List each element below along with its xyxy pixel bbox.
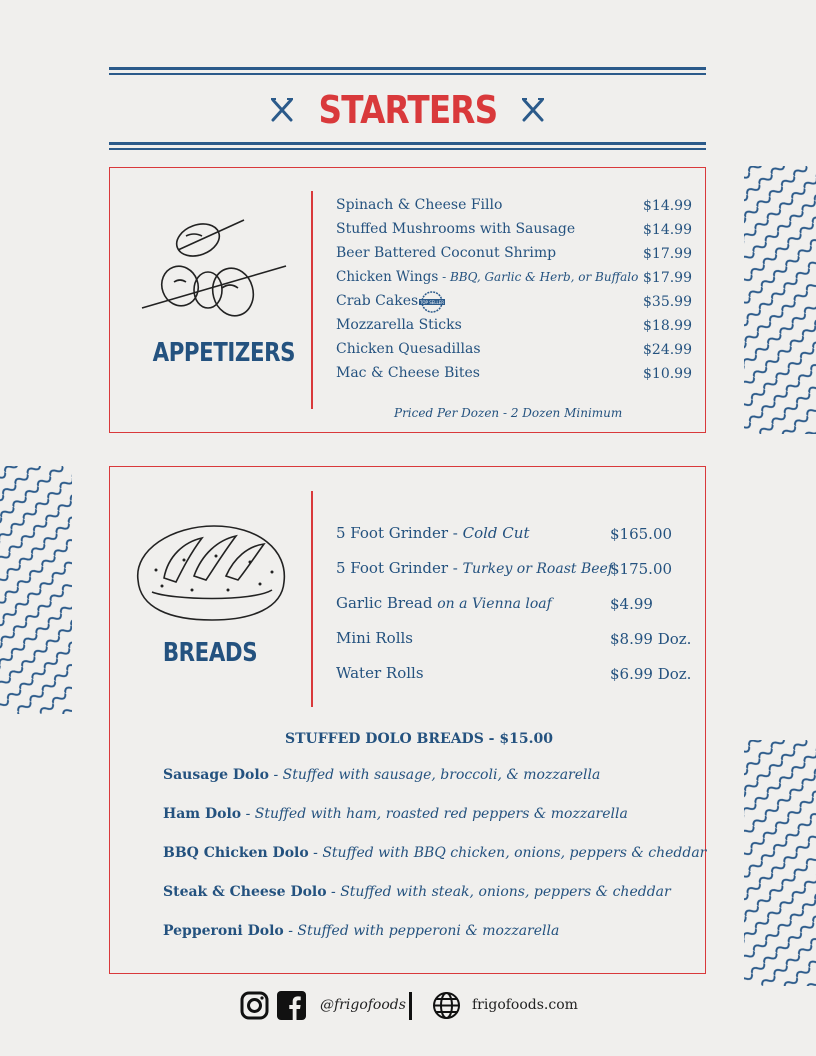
list-item: BBQ Chicken Dolo - Stuffed with BBQ chicken, onions, peppers & cheddar — [163, 845, 707, 861]
bread-loaf-illustration-icon — [132, 520, 290, 624]
top-rule-1 — [109, 67, 706, 70]
header-rule-2 — [109, 148, 706, 150]
item-price: $6.99 Doz. — [610, 665, 692, 683]
list-item: Crab Cakes — [336, 293, 419, 309]
page-title: STARTERS — [318, 88, 497, 132]
globe-icon — [432, 991, 461, 1020]
wave-pattern-top-right — [744, 166, 816, 434]
item-price: $10.99 — [643, 366, 692, 382]
list-item: Steak & Cheese Dolo - Stuffed with steak, onions, peppers & cheddar — [163, 884, 671, 900]
wave-pattern-bottom-right — [744, 740, 816, 986]
title-row — [109, 84, 706, 136]
item-price: $17.99 — [643, 246, 692, 262]
item-price: $165.00 — [610, 525, 673, 543]
footer-divider — [409, 992, 412, 1020]
skewer-illustration-icon — [138, 212, 288, 330]
list-item: Water Rolls — [336, 664, 424, 682]
cutlery-icon — [521, 97, 545, 123]
item-price: $17.99 — [643, 270, 692, 286]
breads-divider — [311, 491, 313, 707]
appetizers-note: Priced Per Dozen - 2 Dozen Minimum — [394, 406, 623, 420]
list-item: Chicken Quesadillas — [336, 341, 481, 357]
social-handle[interactable]: @frigofoods — [320, 997, 406, 1013]
svg-text:TOP SELLER: TOP SELLER — [419, 300, 445, 305]
list-item: Spinach & Cheese Fillo — [336, 197, 503, 213]
list-item: Garlic Bread on a Vienna loaf — [336, 594, 552, 612]
item-price: $18.99 — [643, 318, 692, 334]
top-seller-badge-icon — [418, 290, 446, 314]
item-price: $14.99 — [643, 222, 692, 238]
top-rule-2 — [109, 73, 706, 75]
list-item: Pepperoni Dolo - Stuffed with pepperoni & mozzarella — [163, 923, 560, 939]
cutlery-icon — [270, 97, 294, 123]
list-item: 5 Foot Grinder - Turkey or Roast Beef — [336, 559, 613, 577]
breads-label: BREADS — [162, 638, 258, 668]
item-price: $24.99 — [643, 342, 692, 358]
item-price: $8.99 Doz. — [610, 630, 692, 648]
appetizers-divider — [311, 191, 313, 409]
list-item: Beer Battered Coconut Shrimp — [336, 245, 557, 261]
facebook-icon[interactable] — [277, 991, 306, 1020]
list-item: Sausage Dolo - Stuffed with sausage, broccoli, & mozzarella — [163, 767, 601, 783]
header-rule-1 — [109, 142, 706, 145]
item-price: $4.99 — [610, 595, 653, 613]
list-item: Mozzarella Sticks — [336, 317, 462, 333]
list-item: Ham Dolo - Stuffed with ham, roasted red peppers & mozzarella — [163, 806, 628, 822]
list-item: 5 Foot Grinder - Cold Cut — [336, 524, 530, 542]
footer — [0, 988, 816, 1024]
list-item: Mac & Cheese Bites — [336, 365, 480, 381]
item-price: $175.00 — [610, 560, 673, 578]
list-item: Chicken Wings - BBQ, Garlic & Herb, or Buffalo — [336, 269, 639, 285]
list-item: Stuffed Mushrooms with Sausage — [336, 221, 576, 237]
list-item: Mini Rolls — [336, 629, 413, 647]
wave-pattern-left — [0, 466, 72, 714]
item-price: $35.99 — [643, 294, 692, 310]
item-price: $14.99 — [643, 198, 692, 214]
website-link[interactable]: frigofoods.com — [472, 997, 578, 1013]
instagram-icon[interactable] — [240, 991, 269, 1020]
dolo-heading: STUFFED DOLO BREADS - $15.00 — [285, 731, 553, 747]
appetizers-label: APPETIZERS — [152, 338, 296, 368]
